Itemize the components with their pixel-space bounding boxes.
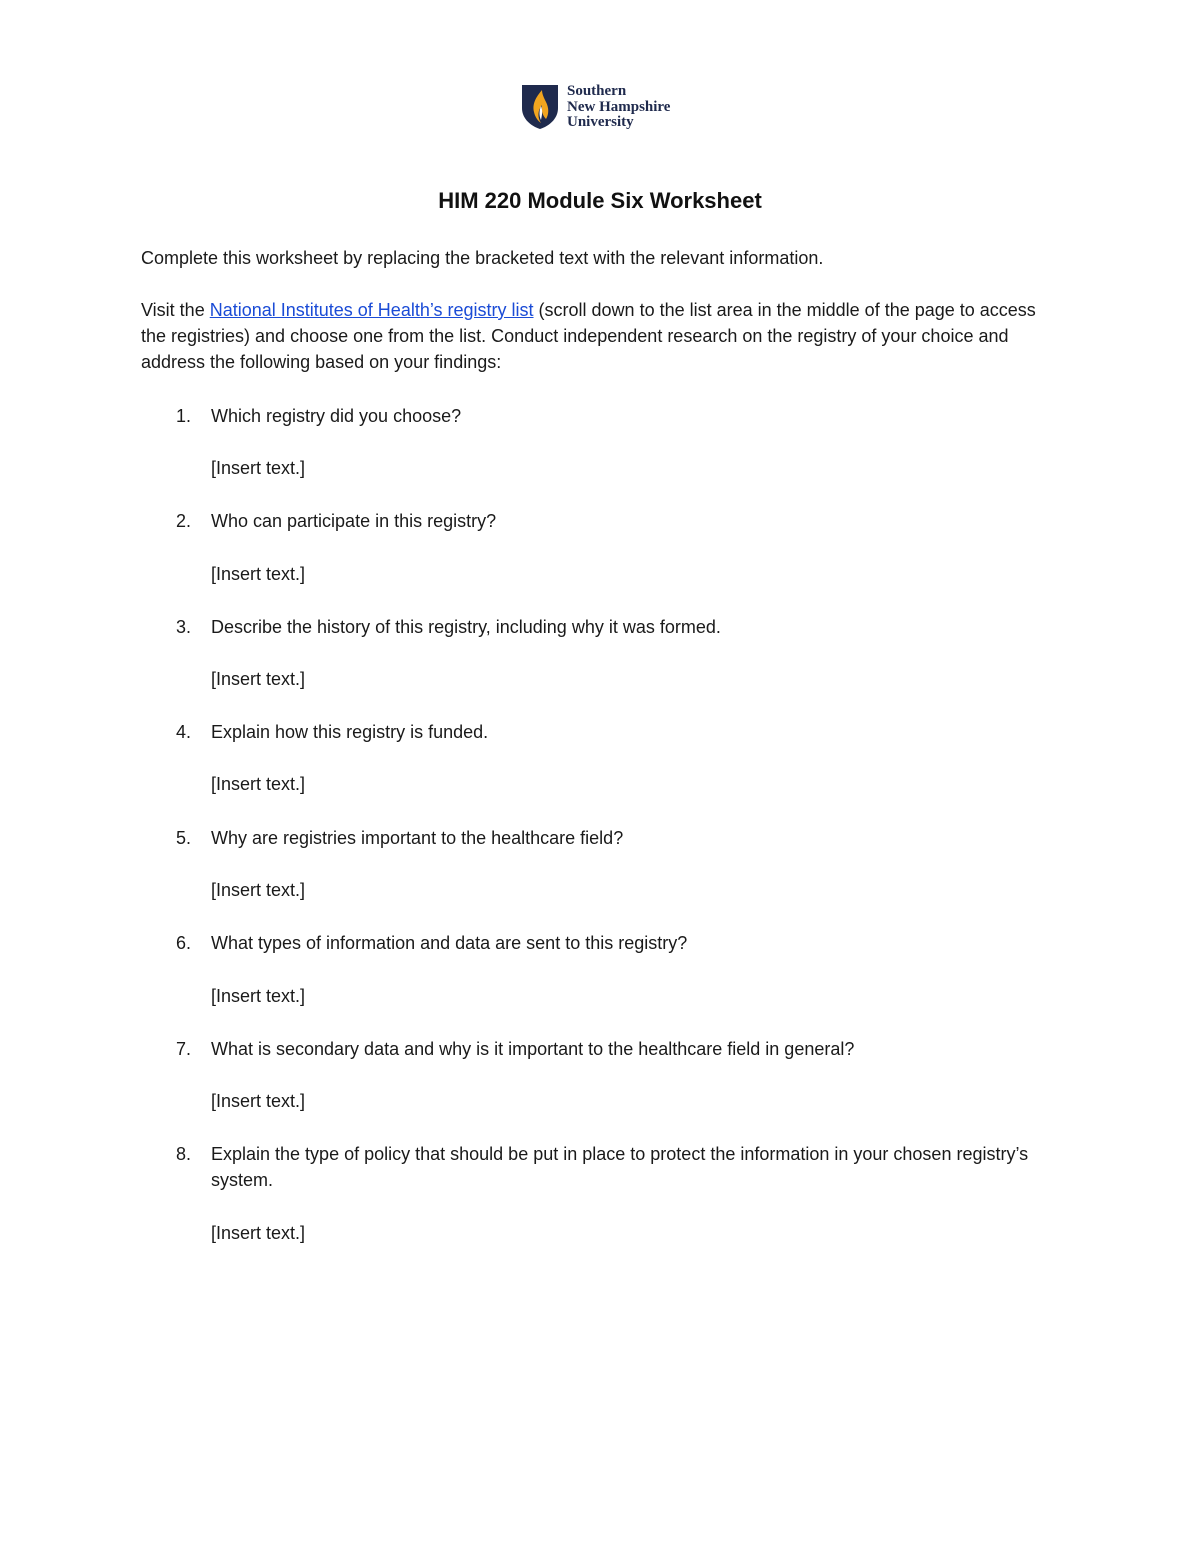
question-text: Why are registries important to the healthcare field? bbox=[211, 828, 624, 848]
question-text: Describe the history of this registry, including why it was formed. bbox=[211, 617, 721, 637]
question-text: Who can participate in this registry? bbox=[211, 511, 497, 531]
visit-text-after: (scroll down to the list area in the middle of the page to access the registries) and choose one from the list. Conduct independent research on the registry of your choice and address the following based on your findings: bbox=[141, 300, 1036, 372]
question-number: 1. bbox=[176, 406, 192, 426]
visit-text-before: Visit the bbox=[141, 300, 210, 320]
answer-placeholder-6[interactable]: [Insert text.] bbox=[211, 986, 306, 1006]
answer-placeholder-5[interactable]: [Insert text.] bbox=[211, 880, 306, 900]
logo-wordmark bbox=[567, 84, 670, 131]
instructions-paragraph: Complete this worksheet by replacing the bracketed text with the relevant information. bbox=[141, 248, 824, 268]
nih-registry-link[interactable]: National Institutes of Health’s registry list bbox=[209, 300, 534, 320]
visit-paragraph bbox=[141, 297, 1061, 375]
answer-placeholder-2[interactable]: [Insert text.] bbox=[211, 564, 306, 584]
question-number: 4. bbox=[176, 722, 192, 742]
logo-line-2: New Hampshire bbox=[567, 98, 671, 115]
question-number: 8. bbox=[176, 1144, 192, 1164]
question-number: 5. bbox=[176, 828, 192, 848]
question-text: What is secondary data and why is it important to the healthcare field in general? bbox=[211, 1039, 855, 1059]
question-text: Which registry did you choose? bbox=[211, 406, 462, 426]
logo-line-1: Southern bbox=[567, 83, 627, 99]
question-number: 3. bbox=[176, 617, 192, 637]
question-number: 7. bbox=[176, 1039, 192, 1059]
answer-placeholder-4[interactable]: [Insert text.] bbox=[211, 774, 306, 794]
question-number: 6. bbox=[176, 933, 192, 953]
snhu-logo bbox=[521, 84, 670, 131]
answer-placeholder-3[interactable]: [Insert text.] bbox=[211, 669, 306, 689]
question-text: What types of information and data are sent to this registry? bbox=[211, 933, 688, 953]
question-text: Explain how this registry is funded. bbox=[211, 722, 489, 742]
answer-placeholder-1[interactable]: [Insert text.] bbox=[211, 458, 306, 478]
logo-line-3: University bbox=[567, 114, 634, 130]
answer-placeholder-8[interactable]: [Insert text.] bbox=[211, 1223, 306, 1243]
question-number: 2. bbox=[176, 511, 192, 531]
shield-flame-icon bbox=[521, 84, 559, 130]
page-title: HIM 220 Module Six Worksheet bbox=[438, 188, 762, 213]
answer-placeholder-7[interactable]: [Insert text.] bbox=[211, 1091, 306, 1111]
question-text: Explain the type of policy that should be put in place to protect the information in your chosen registry’s system. bbox=[211, 1144, 1029, 1190]
